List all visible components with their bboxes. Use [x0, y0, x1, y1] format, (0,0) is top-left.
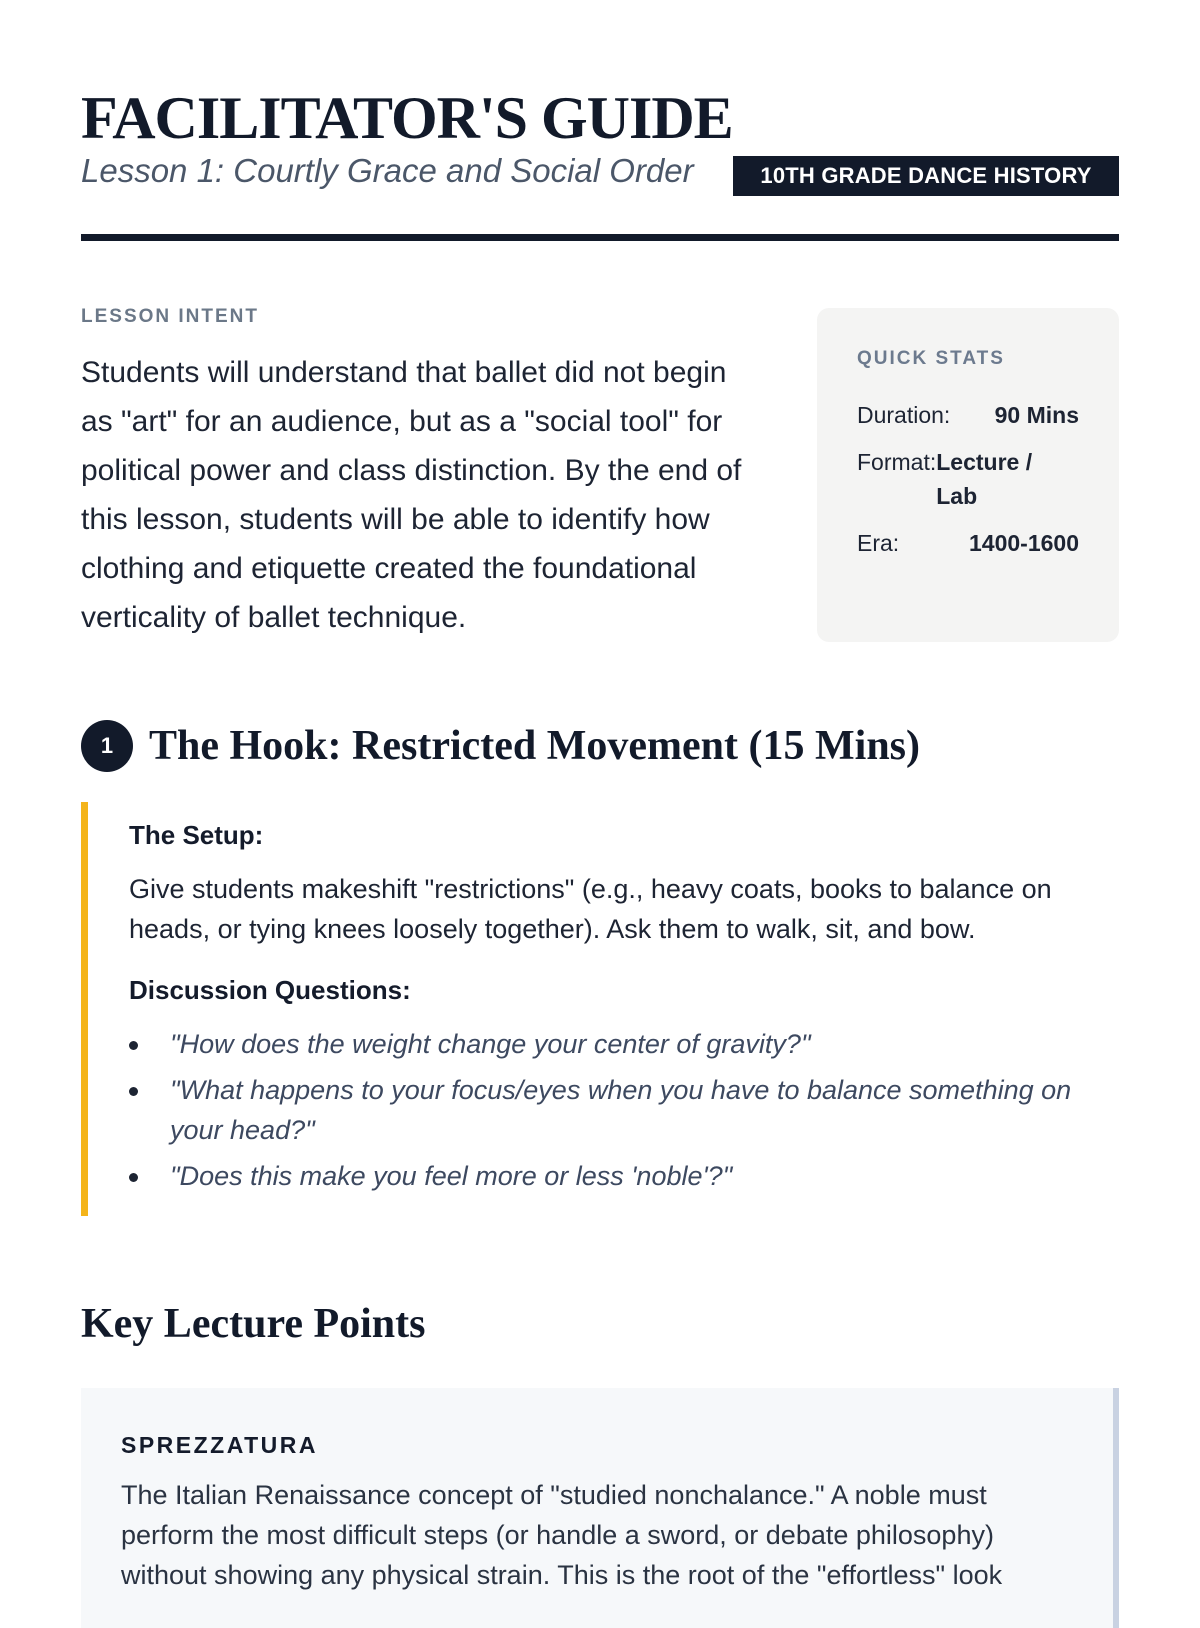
- quick-stats-panel: [817, 308, 1119, 642]
- bullet-icon: [129, 1173, 138, 1182]
- discussion-question: [129, 1024, 1119, 1064]
- step-number-badge: 1: [81, 720, 133, 772]
- lecture-points-heading: Key Lecture Points: [81, 1301, 426, 1347]
- question-text: "How does the weight change your center of gravity?": [170, 1029, 811, 1059]
- stat-duration: [857, 398, 1079, 432]
- discussion-label: Discussion Questions:: [129, 975, 411, 1005]
- setup-label: The Setup:: [129, 820, 264, 850]
- setup-text: Give students makeshift "restrictions" (e.g., heavy coats, books to balance on heads, or tying knees loosely together). Ask them to walk, sit, and bow.: [129, 874, 1052, 944]
- hook-heading: [81, 720, 920, 772]
- discussion-question: [129, 1156, 1119, 1196]
- concept-term: SPREZZATURA: [121, 1432, 319, 1458]
- hook-callout: [81, 802, 1119, 1216]
- concept-card: [81, 1388, 1119, 1628]
- quick-stats-label: QUICK STATS: [857, 348, 1005, 369]
- lesson-subtitle: Lesson 1: Courtly Grace and Social Order: [81, 152, 694, 189]
- stat-label: Format:: [857, 449, 937, 475]
- lesson-intent-label: LESSON INTENT: [81, 306, 260, 327]
- page-title: FACILITATOR'S GUIDE: [81, 85, 733, 151]
- stat-value: 90 Mins: [994, 402, 1079, 428]
- stat-label: Duration:: [857, 402, 951, 428]
- lesson-intent-section: [81, 306, 751, 642]
- question-text: "What happens to your focus/eyes when you have to balance something on your head?": [170, 1075, 1072, 1145]
- question-text: "Does this make you feel more or less 'noble'?": [170, 1161, 733, 1191]
- bullet-icon: [129, 1087, 138, 1096]
- stat-era: [857, 526, 1079, 560]
- concept-description: The Italian Renaissance concept of "studied nonchalance." A noble must perform the most difficult steps (or handle a sword, or debate philosophy) without showing any physical strain. This is the root of the "effortless" look: [121, 1480, 1003, 1590]
- header-divider: [81, 234, 1119, 241]
- stat-value: 1400-1600: [969, 530, 1079, 556]
- lesson-intent-text: Students will understand that ballet did not begin as "art" for an audience, but as a "social tool" for political power and class distinction. By the end of this lesson, students will be able to identify how clothing and etiquette created the foundational verticality of ballet technique.: [81, 356, 742, 634]
- discussion-question-list: [129, 1024, 1119, 1196]
- discussion-question: [129, 1070, 1119, 1150]
- bullet-icon: [129, 1041, 138, 1050]
- grade-badge: 10TH GRADE DANCE HISTORY: [733, 156, 1119, 196]
- stat-value: Lecture / Lab: [936, 449, 1033, 509]
- hook-title: The Hook: Restricted Movement (15 Mins): [149, 723, 921, 769]
- stat-label: Era:: [857, 530, 900, 556]
- stat-format: [857, 445, 1079, 513]
